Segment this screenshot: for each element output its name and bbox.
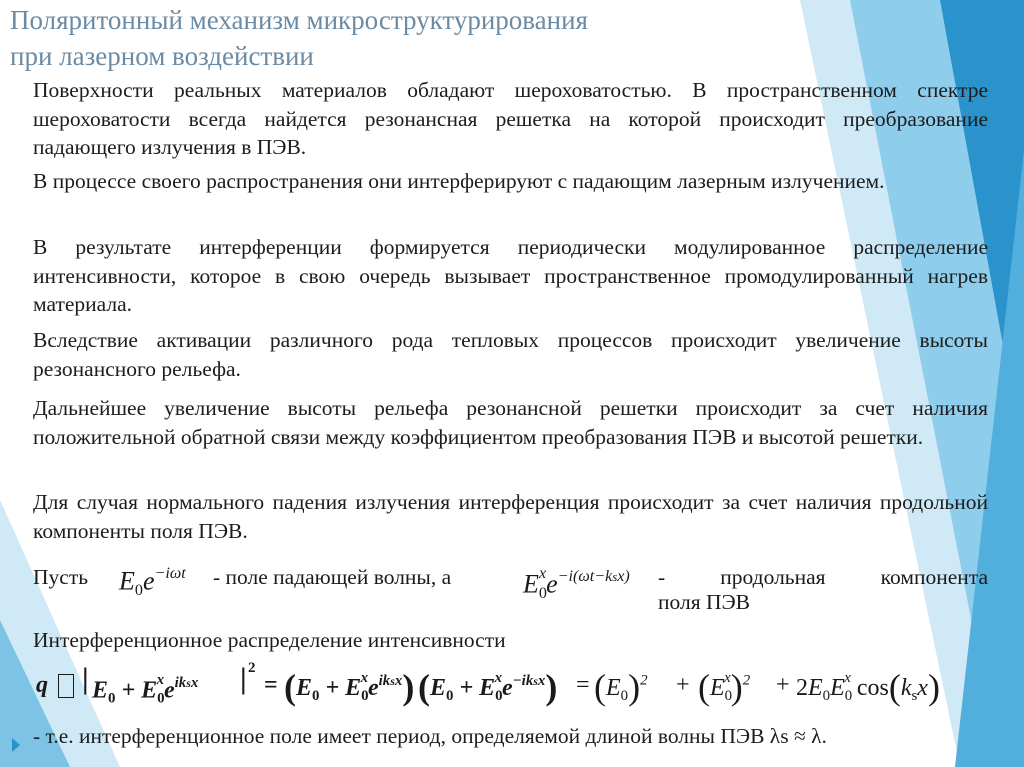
formula-term-2: $(E_0^x)^2$ xyxy=(698,667,751,707)
formula-square: 2 xyxy=(248,660,256,676)
interference-label: Интерференционное распределение интенсивности xyxy=(33,628,506,652)
formula-equals-2: = xyxy=(576,672,590,698)
paragraph-4: Вследствие активации различного рода тепловых процессов происходит увеличение высоты резонансного рельефа. xyxy=(33,328,988,381)
formula-equals-1: = xyxy=(264,672,278,698)
formula-term-1: $(E_0)^2$ xyxy=(594,667,648,707)
let-word: Пусть xyxy=(33,565,89,589)
longitudinal-text-1: - продольная компонента xyxy=(658,565,988,589)
intensity-formula xyxy=(36,660,940,714)
let-line xyxy=(33,555,993,615)
formula-factor-1: $(E_0 + E_0^xe^{iksx})$ xyxy=(284,667,415,707)
formula-plus-1: + xyxy=(676,672,690,698)
longitudinal-text-2: поля ПЭВ xyxy=(658,590,751,614)
formula-term-3: $2E_0E_0^x$ $\cos(k_sx)$ xyxy=(796,667,940,707)
formula-abs-bar: | xyxy=(82,662,89,695)
spp-wave-formula: $E_0^xe^{-i(\omega t-ksx)}$ xyxy=(523,565,630,603)
paragraph-6: Для случая нормального падения излучения интерференция происходит за счет наличия продольной компоненты поля ПЭВ. xyxy=(33,490,988,543)
formula-abs-content: $E_0 + E_0^xe^{iksx}$ xyxy=(92,672,199,707)
paragraph-1: Поверхности реальных материалов обладают шероховатостью. В пространственном спектре шероховатости всегда найдется резонансная решетка на которой происходит преобразование падающего излучения в ПЭВ. xyxy=(33,78,988,159)
formula-abs-bar-right: | xyxy=(240,662,247,695)
paragraph-2: В процессе своего распространения они интерферируют с падающим лазерным излучением. xyxy=(33,169,885,193)
paragraph-3: В результате интерференции формируется периодически модулированное распределение интенсивности, которое в свою очередь вызывает пространственное промодулированный нагрев материала. xyxy=(33,235,988,316)
incident-wave-text: - поле падающей волны, а xyxy=(213,565,452,589)
formula-q: q xyxy=(36,672,48,698)
formula-factor-2: $(E_0 + E_0^xe^{-iksx})$ xyxy=(418,667,558,707)
formula-plus-2: + xyxy=(776,672,790,698)
paragraph-5: Дальнейшее увеличение высоты рельефа резонансной решетки происходит за счет наличия положительной обратной связи между коэффициентом преобразования ПЭВ и высотой решетки. xyxy=(33,396,988,449)
title-line-2: при лазерном воздействии xyxy=(10,41,314,71)
title-line-1: Поляритонный механизм микроструктурирования xyxy=(10,5,588,35)
proportional-symbol-box xyxy=(58,674,74,698)
conclusion-text: - т.е. интерференционное поле имеет период, определяемой длиной волны ПЭВ λs ≈ λ. xyxy=(33,724,827,748)
incident-wave-formula: $E_0e^{-i\omega t}$ xyxy=(119,565,186,599)
